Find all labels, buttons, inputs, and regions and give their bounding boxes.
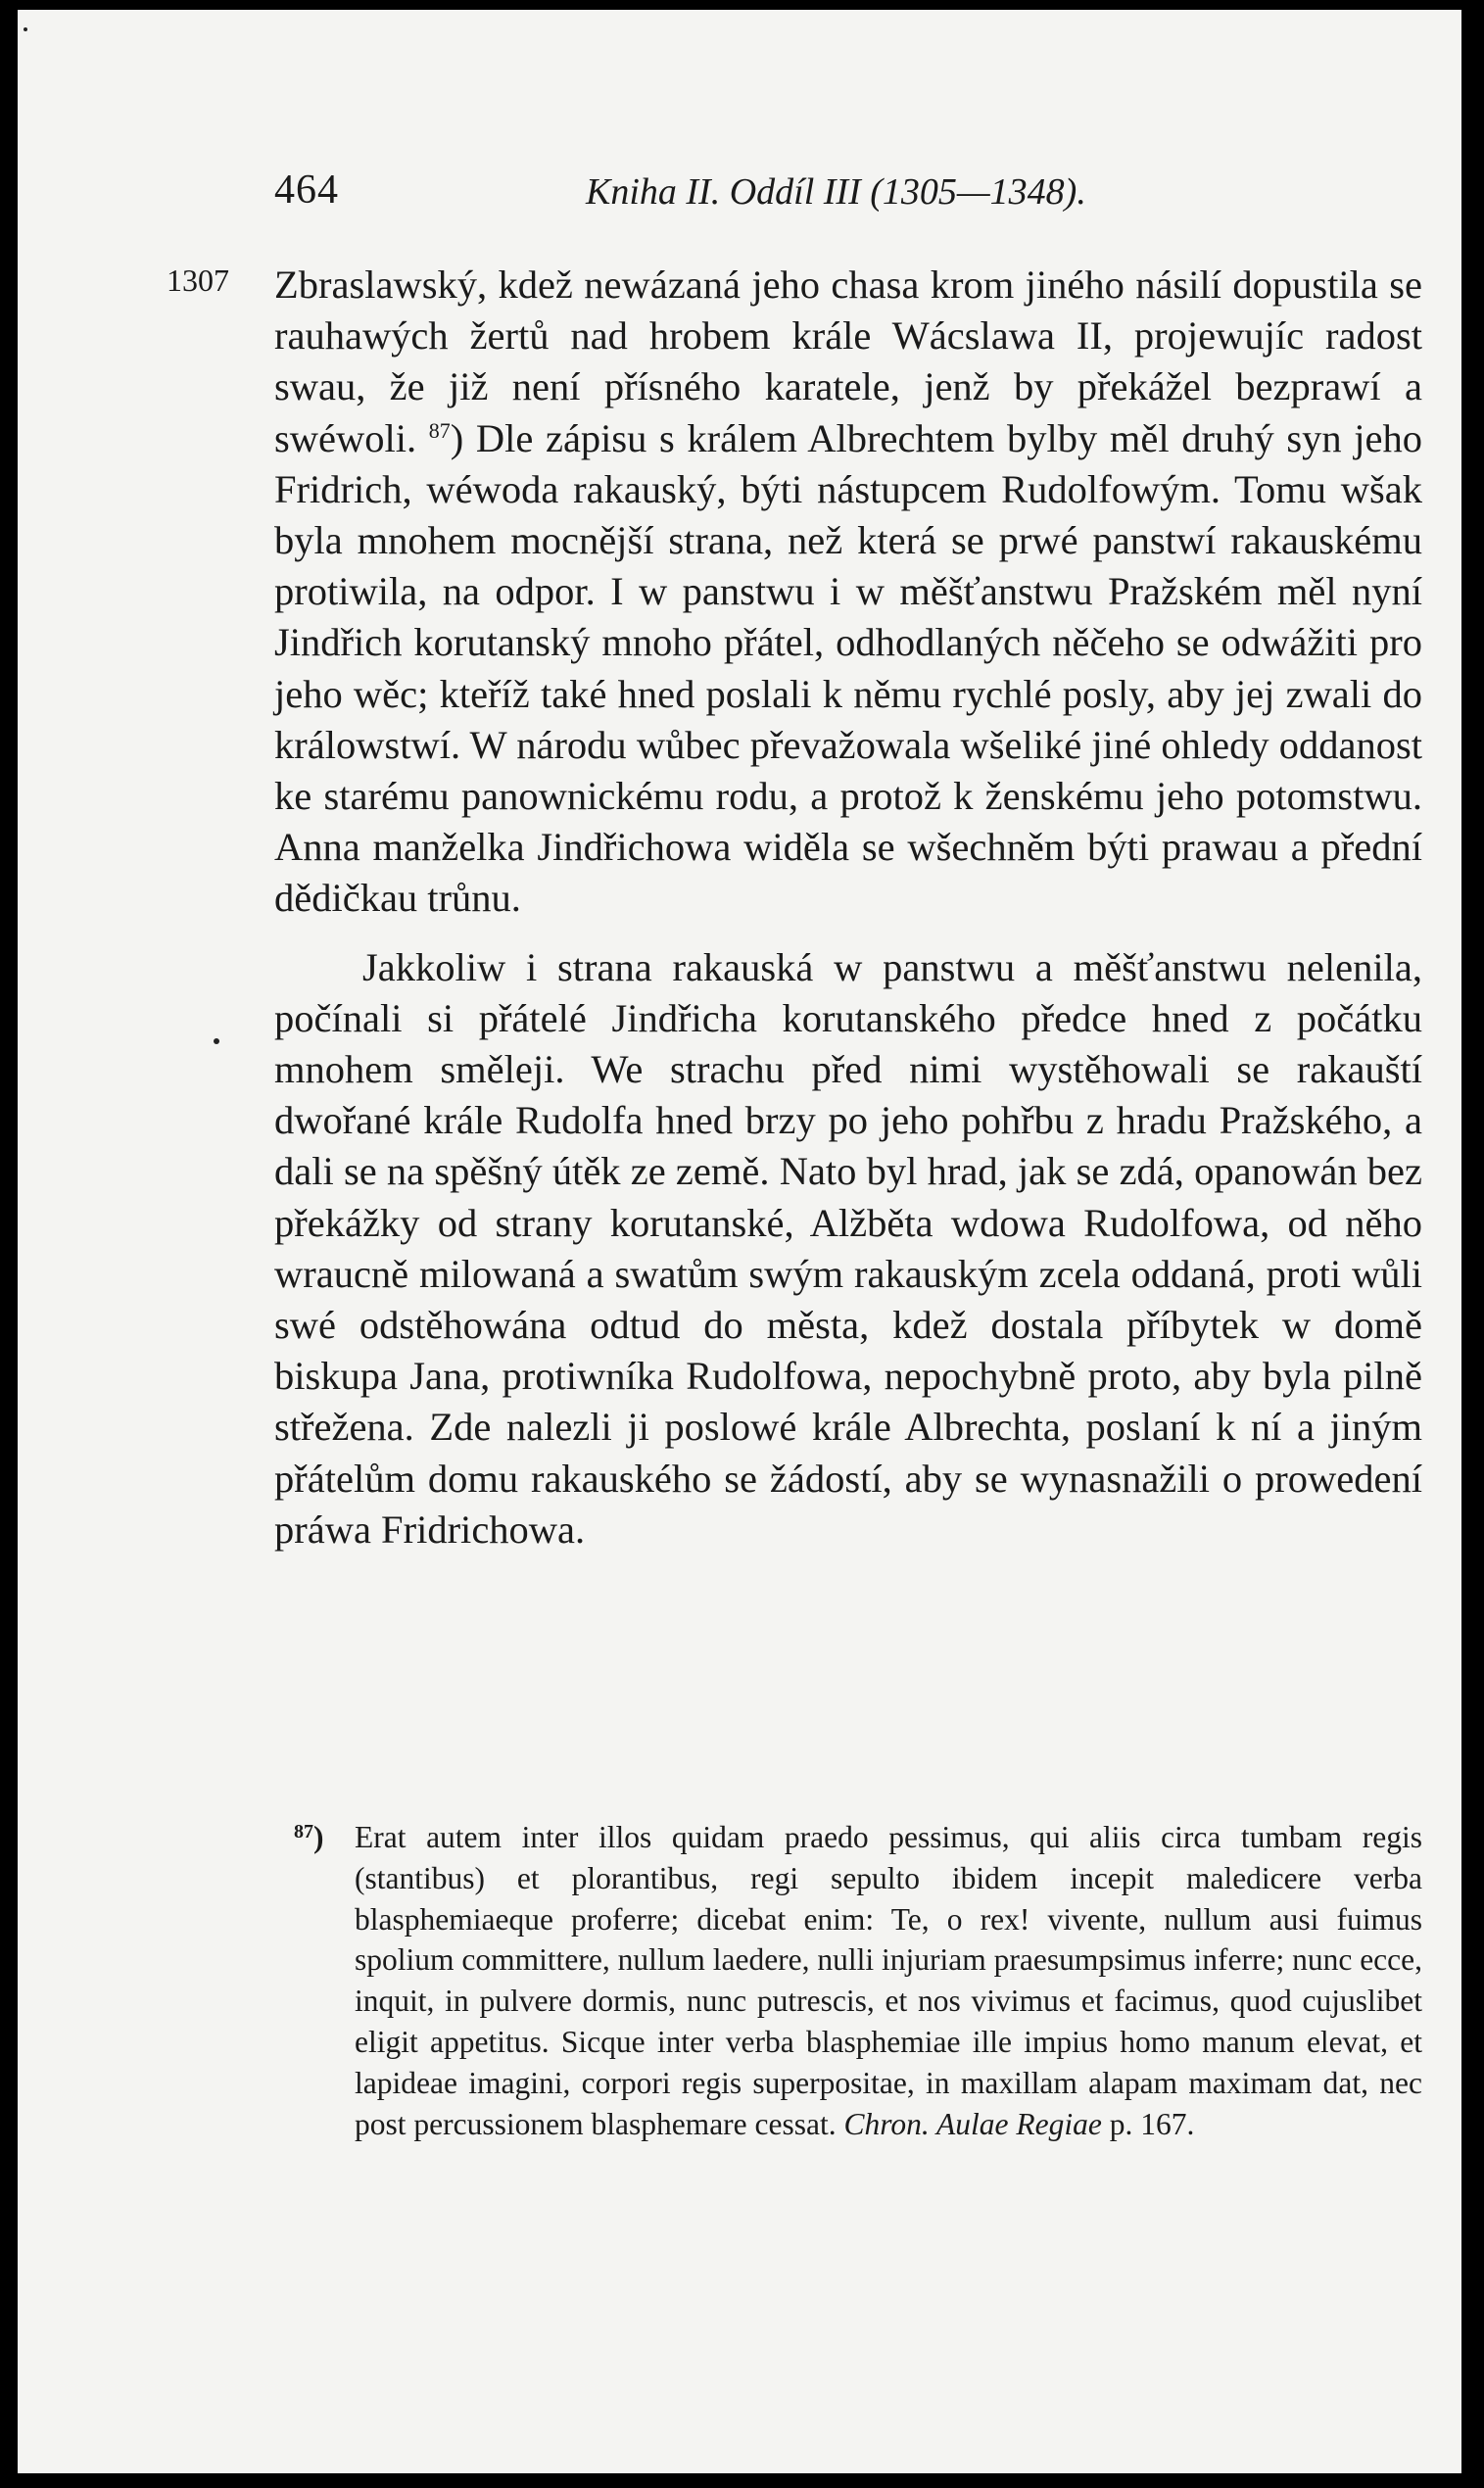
ink-speck	[24, 27, 27, 31]
paragraph-1-part-a: Zbraslawský, kdež newázaná jeho chasa krom jiného násilí dopustila se rauhawých žertů nad hrobem krále Wácslawa II, projewujíc radost swau, že již není přísného karatele, jenž by překážel bezprawí a swéwoli.	[274, 263, 1422, 460]
footnote-text: Erat autem inter illos quidam praedo pessimus, qui aliis circa tumbam regis (stantibus) et plorantibus, regi sepulto ibidem incepit maledicere verba blasphemiaeque proferre; dicebat enim: Te, o rex! vivente, nullum ausi fuimus spolium committere, nullum laedere, nulli injuriam praesumpsimus inferre; nunc ecce, inquit, in pulvere dormis, nunc putrescis, et nos vivimus et facimus, quod cujuslibet eligit appetitus. Sicque inter verba blasphemiae ille impius homo manum elevat, et lapideae imagini, corpori regis superpositae, in maxillam alapam maximam dat, nec post percussionem blasphemare cessat.	[355, 1820, 1422, 2141]
ink-speck	[214, 1038, 219, 1044]
page-header	[274, 157, 1254, 235]
paragraph-2: Jakkoliw i strana rakauská w panstwu a měšťanstwu nelenila, počínali si přátelé Jindřicha korutanského předce hned z počátku mnohem směleji. We strachu před nimi wystěhowali se rakauští dwořané krále Rudolfa hned brzy po jeho pohřbu z hradu Pražského, a dali se na spěšný útěk ze země. Nato byl hrad, jak se zdá, opanowán bez překážky od strany korutanské, Alžběta wdowa Rudolfowa, od něho wraucně milowaná a swatům swým rakauským zcela oddaná, proti wůli swé odstěhowána odtud do města, kdež dostala příbytek w domě biskupa Jana, protiwníka Rudolfowa, nepochybně proto, aby byla pilně střežena. Zde nalezli ji poslowé krále Albrechta, poslaní k ní a jiným přátelům domu rakauského se žádostí, aby se wynasnažili o prowedení práwa Fridrichowa.	[274, 944, 1422, 1552]
footnote	[294, 1817, 1422, 2144]
margin-year: 1307	[167, 263, 229, 298]
book-page	[18, 10, 1461, 2473]
paragraph-1-part-b: Dle zápisu s králem Albrechtem bylby měl druhý syn jeho Fridrich, wéwoda rakauský, býti nástupcem Rudolfowým. Tomu wšak byla mnohem mocnější strana, než která se prwé panstwí rakauskému protiwila, na odpor. I w panstwu i w měšťanstwu Pražském měl nyní Jindřich korutanský mnoho přátel, odhodlaných něčeho se odwážiti pro jeho wěc; kteříž také hned poslali k němu rychlé posly, aby jej zwali do králowstwí. W národu wůbec převažowala wšeliké jiné ohledy oddanost ke starému panownickému rodu, a protož k ženskému jeho potomstwu. Anna manželka Jindřichowa widěla se wšechněm býti prawau a přední dědičkau trůnu.	[274, 415, 1422, 921]
footnote-source: Chron. Aulae Regiae	[843, 2106, 1102, 2141]
footnote-mark: $^{87}$)	[294, 1820, 324, 1854]
page-number: 464	[274, 167, 339, 213]
running-head: Kniha II. Oddíl III (1305—1348).	[586, 171, 1086, 213]
footnote-reference: 87	[428, 417, 451, 443]
body-text	[274, 260, 1422, 1555]
paragraph-1: Zbraslawský, kdež newázaná jeho chasa krom jiného násilí dopustila se rauhawých žertů nad hrobem krále Wácslawa II, projewujíc radost swau, že již není přísného karatele, jenž by překážel bezprawí a swéwoli. $^{87}$) Dle zápisu s králem Albrechtem bylby měl druhý syn jeho Fridrich, wéwoda rakauský, býti nástupcem Rudolfowým. Tomu wšak byla mnohem mocnější strana, než která se prwé panstwí rakauskému protiwila, na odpor. I w panstwu i w měšťanstwu Pražském měl nyní Jindřich korutanský mnoho přátel, odhodlaných něčeho se odwážiti pro jeho wěc; kteříž také hned poslali k němu rychlé posly, aby jej zwali do králowstwí. W národu wůbec převažowala wšeliké jiné ohledy oddanost ke starému panownickému rodu, a protož k ženskému jeho potomstwu. Anna manželka Jindřichowa widěla se wšechněm býti prawau a přední dědičkau trůnu.	[274, 263, 1422, 921]
footnote-page-ref: p. 167.	[1109, 2106, 1195, 2141]
